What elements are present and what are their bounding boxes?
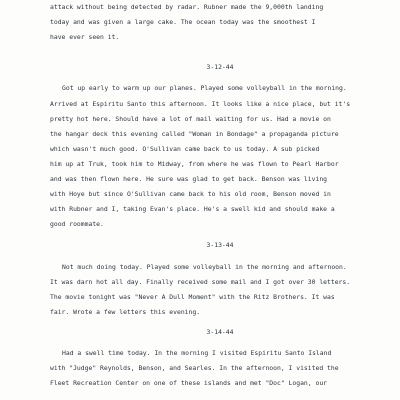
entry-date-3-12-44: 3-12-44 [206,63,234,72]
entry-date-3-13-44: 3-13-44 [206,241,234,250]
spacer [50,45,372,60]
entry-2-line-2: It was darn hot all day. Finally received some mail and I got over 30 letters. [50,277,351,286]
intro-line-2: today and was given a large cake. The ocean today was the smoothest I [50,18,316,27]
entry-1-line-8: with Hoye but since O'Sullivan came back to his old room, Benson moved in [50,190,331,199]
entry-1-line-9: with Rubner and I, taking Evan's place. He's a swell kid and should make a [50,205,335,214]
intro-line-1: attack without being detected by radar. Rubner made the 9,000th landing [50,3,324,11]
entry-3-line-3: Fleet Recreation Center on one of these islands and met "Doc" Logan, our [50,379,328,388]
intro-line-3: have ever seen it. [50,33,120,42]
entry-3-line-1: Had a swell time today. In the morning I visited Espiritu Santo Island [62,348,332,357]
diary-text [50,0,372,391]
entry-1-line-2: Arrived at Espiritu Santo this afternoon. It looks like a nice place, but it's [50,99,351,108]
entry-1-line-5: which wasn't much good. O'Sullivan came back to us today. A sub picked [50,144,320,153]
entry-1-line-7: and was then flown here. He sure was glad to get back. Benson was living [50,175,328,184]
entry-2-line-1: Not much doing today. Played some volleyball in the morning and afternoon. [62,262,347,271]
entry-2-line-3: The movie tonight was "Never A Dull Moment" with the Ritz Brothers. It was [50,292,335,301]
entry-1-line-1: Got up early to warm up our planes. Played some volleyball in the morning. [62,84,347,93]
entry-2-line-4: fair. Wrote a few letters this evening. [50,307,201,316]
entry-1-line-4: the hangar deck this evening called "Woman in Bondage" a propaganda picture [50,129,339,138]
entry-3-line-2: with "Judge" Reynolds, Benson, and Searles. In the afternoon, I visited the [50,364,339,373]
entry-1-line-10: good roommate. [50,220,104,229]
entry-date-3-14-44: 3-14-44 [206,327,234,336]
entry-1-line-6: him up at Truk, took him to Midway, from where he was flown to Pearl Harbor [50,159,339,168]
entry-1-line-3: pretty hot here. Should have a lot of mail waiting for us. Had a movie on [50,114,331,123]
